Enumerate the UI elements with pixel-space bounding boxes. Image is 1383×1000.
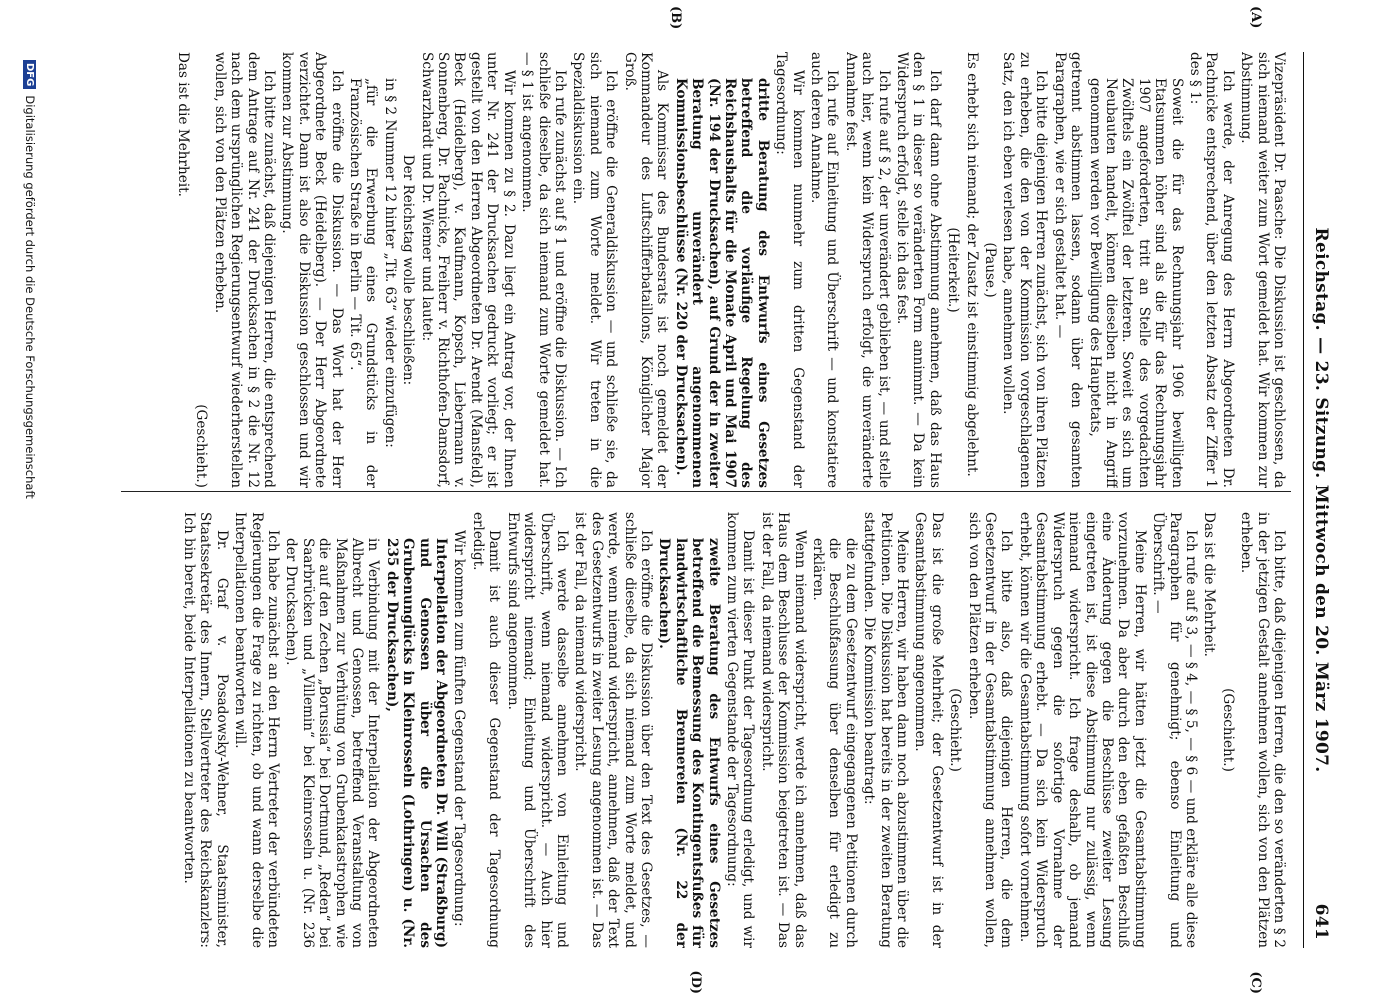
margin-mark-c: (C) [1248, 971, 1263, 994]
paragraph: Ich rufe auf § 3, — § 4, — § 5, — § 6 — und erkläre alle diese Paragraphen für genehmigt; ebenso Einleitung und Überschrift. — [1150, 512, 1199, 948]
header-rule [1303, 52, 1304, 948]
paragraph: Meine Herren, wir haben dann noch abzustimmen über die Petitionen. Die Diskussion hat bereits in der zweiten Beratung stattgefunden. Die Kommission beantragt: [861, 512, 911, 948]
page-number: 641 [1311, 903, 1331, 940]
stage-note: (Geschieht.) [1219, 688, 1236, 772]
margin-mark-b: (B) [668, 6, 683, 30]
paragraph: Als Kommissar des Bundesrats ist noch gemeldet der Kommandeur des Luftschifferbataillons, Königlicher Major Groß. [621, 52, 671, 488]
motion-text: „für die Erwerbung eines Grundstücks in der Französischen Straße in Berlin — Tit. 65“. [347, 78, 380, 488]
paragraph: Ich rufe auf § 2, der unverändert geblieben ist, — und stelle auch hier, wenn kein Widerspruch erfolgt, die unveränderte Annahme fest. [842, 52, 892, 488]
stage-note: (Heiterkeit.) [945, 227, 962, 313]
right-text-column [127, 512, 1287, 948]
paragraph: Ich eröffne die Diskussion. — Das Wort hat der Herr Abgeordnete Beck (Heidelberg). — Der Herr Abgeordnete verzichtet. Dann ist also die Diskussion geschlossen und wir kommen zur Abstimmung. [279, 52, 345, 488]
paragraph: Dr. Graf v. Posadowsky-Wehner, Staatsminister, Staatssekretär des Innern, Stellvertreter des Reichskanzlers: Ich bin bereit, beide Interpellationen zu beantworten. [181, 512, 230, 948]
quoted-paragraph: Soweit die für das Rechnungsjahr 1906 bewilligten Etatsummen höher sind als die für das Rechnungsjahr 1907 angeforderten, tritt an Stelle des vorgedachten Zwölftels ein Zwölftel der letzteren. Soweit es sich um Neubauten handelt, können dieselben nicht in Angriff genommen werden vor Bewilligung des Hauptetats, [1086, 78, 1185, 488]
paragraph: Das ist die Mehrheit. [1201, 512, 1218, 657]
paragraph: Das ist die große Mehrheit; der Gesetzentwurf ist in der Gesamtabstimmung angenommen. [912, 512, 945, 948]
paragraph: Vizepräsident Dr. Paasche: Die Diskussion ist geschlossen, da sich niemand weiter zum Wort gemeldet hat. Wir kommen zur Abstimmung. [1238, 52, 1287, 488]
paragraph: Ich bitte zunächst, daß diejenigen Herren, die entsprechend dem Antrage auf Nr. 241 der Drucksachen in § 2 die Nr. 12 nach dem ursprünglichen Regierungsentwurf wiederherstellen wollen, sich von den Plätzen erheben. [211, 52, 278, 488]
margin-mark-a: (A) [1248, 6, 1263, 29]
agenda-item: Interpellation der Abgeordneten Dr. Will (Straßburg) und Genossen über die Ursachen des Grubenunglücks in Kleinrosseln (Lothringen) u. (Nr. 235 der Drucksachen), [383, 538, 450, 948]
paragraph: Ich habe zunächst an den Herrn Vertreter der verbündeten Regierungen die Frage zu richten, ob und wann derselbe die Interpellationen beantworten will. [232, 512, 282, 948]
margin-mark-d: (D) [688, 970, 703, 994]
paragraph: Wir kommen nunmehr zum dritten Gegenstand der Tagesordnung: [773, 52, 806, 488]
paragraph: Meine Herren, wir hätten jetzt die Gesamtabstimmung vorzunehmen. Da aber durch den eben gefaßten Beschluß eine Änderung gegen die Beschlüsse zweiter Lesung eingetreten ist, ist diese Abstimmung nur zulässig, wenn niemand widerspricht. Ich frage deshalb, ob jemand Widerspruch gegen die sofortige Vornahme der Gesamtabstimmung erhebt. — Da sich kein Widerspruch erhebt, können wir die Gesamtabstimmung sofort vornehmen. [1016, 512, 1148, 948]
agenda-item: zweite Beratung des Entwurfs eines Gesetzes betreffend die Bemessung des Kontingentsfußes für landwirtschaftliche Brennereien (Nr. 22 der Drucksachen). [656, 538, 722, 948]
paragraph: Ich rufe zunächst auf § 1 und eröffne die Diskussion. — Ich schließe dieselbe, da sich niemand zum Worte gemeldet hat. — § 1 ist angenommen. [519, 52, 568, 488]
paragraph: Wir kommen zum fünften Gegenstand der Tagesordnung: [451, 530, 468, 927]
header-title: Reichstag. — 23. Sitzung. Mittwoch den 20. März 1907. [1311, 227, 1331, 773]
paragraph: Damit ist dieser Punkt der Tagesordnung erledigt, und wir kommen zum vierten Gegenstande der Tagesordnung: [724, 512, 757, 948]
stage-note: (Geschieht.) [193, 404, 210, 488]
paragraph: Ich bitte diejenigen Herren zunächst, sich von ihren Plätzen zu erheben, die den von der Kommission vorgeschlagenen Satz, den ich eben verlesen habe, annehmen wollen. [1000, 52, 1050, 488]
paragraph: Das ist die Mehrheit. [175, 52, 191, 197]
stage-note: (Pause.) [982, 242, 999, 298]
footer-text: Digitalisierung gefördert durch die Deutsche Forschungsgemeinschaft [23, 95, 37, 499]
agenda-item: dritte Beratung des Entwurfs eines Gesetzes betreffend die vorläufige Regelung des Reichshaushalts für die Monate April und Mai 1907 (Nr. 194 der Drucksachen), auf Grund der in zweiter Beratung unverändert angenommenen Kommissionsbeschlüsse (Nr. 220 der Drucksachen). [672, 78, 771, 488]
paragraph: Es erhebt sich niemand; der Zusatz ist einstimmig abgelehnt. [963, 52, 980, 477]
paragraph: Ich werde dasselbe annehmen von Einleitung und Überschrift, wenn niemand widerspricht. — Auch hier widerspricht niemand; Einleitung und Überschrift des Entwurfs sind angenommen. [504, 512, 570, 948]
paragraph: Ich rufe auf Einleitung und Überschrift — und konstatiere auch deren Annahme. [808, 52, 841, 488]
digitization-credit [23, 60, 37, 499]
paragraph: Ich eröffne die Diskussion über den Text des Gesetzes, — schließe dieselbe, da sich niemand zum Worte meldet, und werde, wenn niemand widerspricht, annehmen, daß der Text des Gesetzentwurfs in zweiter Lesung angenommen ist. — Das ist der Fall, da niemand widerspricht. [572, 512, 654, 948]
paragraph: getrennt abstimmen lassen, sodann über den gesamten Paragraphen, wie er sich gestaltet hat. — [1051, 52, 1085, 488]
stage-note: (Geschieht.) [947, 688, 964, 772]
paragraph: Ich bitte also, daß diejenigen Herren, die dem Gesetzentwurf in der Gesamtabstimmung annehmen wollen, sich von den Plätzen erheben. [965, 512, 1015, 948]
motion-intro: Der Reichstag wolle beschließen: [400, 154, 417, 386]
paragraph: Damit ist auch dieser Gegenstand der Tagesordnung erledigt. [469, 512, 503, 948]
quoted-paragraph: die zu dem Gesetzentwurf eingegangenen Petitionen durch die Beschlußfassung über denselben für erledigt zu erklären. [810, 538, 859, 948]
paragraph: Ich bitte, daß diejenigen Herren, die den so veränderten § 2 in der jetzigen Gestalt annehmen wollen, sich von den Plätzen erheben. [1238, 512, 1287, 948]
dfg-logo: DFG [23, 60, 36, 89]
paragraph: Wir kommen zu § 2. Dazu liegt ein Antrag vor, der Ihnen unter Nr. 241 der Drucksachen gedruckt vorliegt; er ist gestellt von den Herren Abgeordneten Dr. Arendt (Mansfeld), Beck (Heidelberg), v. Kaufmann, Kopsch, Liebermann v. Sonnenberg, Dr. Pachnicke, Freiherr v. Richthofen-Damsdorf, Schwarzhardt und Dr. Wiemer und lautet: [418, 52, 517, 488]
left-text-column [127, 52, 1287, 488]
paragraph: Ich darf dann ohne Abstimmung annehmen, daß das Haus den § 1 in dieser so veränderten Form annimmt. — Da kein Widerspruch erfolgt, stelle ich das fest. [894, 52, 943, 488]
column-divider [121, 491, 1291, 492]
page-header [1303, 0, 1335, 1000]
agenda-item: in Verbindung mit der Interpellation der Abgeordneten Albrecht und Genossen, betreffend Veranstaltung von Maßnahmen zur Verhütung von Grubenkatastrophen wie die auf den Zechen „Borussia“ bei Dortmund, „Reden“ bei Saarbrücken und „Villemin“ bei Kleinrosseln u. (Nr. 236 der Drucksachen). [283, 538, 382, 948]
paragraph: Ich werde, der Anregung des Herrn Abgeordneten Dr. Pachnicke entsprechend, über den letzten Absatz der Ziffer 1 des § 1: [1186, 52, 1236, 488]
paragraph: Wenn niemand widerspricht, werde ich annehmen, daß das Haus dem Beschlusse der Kommission beigetreten ist. — Das ist der Fall, da niemand widerspricht. [758, 512, 808, 948]
paragraph: Ich eröffne die Generaldiskussion — und schließe sie, da sich niemand zum Worte meldet. Wir treten in die Spezialdiskussion ein. [570, 52, 620, 488]
motion-text: in § 2 Nummer 12 hinter „Tit. 63“ wieder einzufügen: [381, 78, 398, 448]
